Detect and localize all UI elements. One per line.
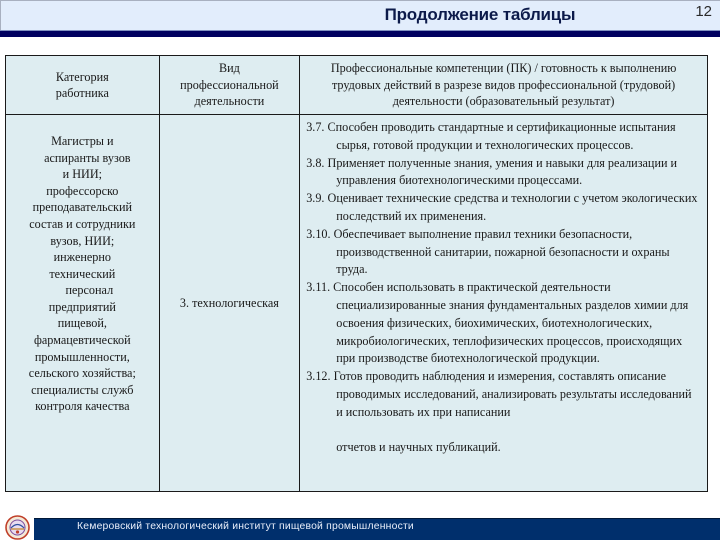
category-line: контроля качества: [35, 399, 130, 414]
competency-item: [306, 226, 701, 279]
category-line: пищевой,: [57, 316, 107, 331]
spacer: [306, 422, 701, 440]
competency-item: [306, 190, 701, 226]
institute-logo-icon: [4, 515, 31, 540]
competency-text: Готов проводить наблюдения и измерения, составлять описание проводимых исследований, анализировать результаты исследований и использовать их при написании: [333, 369, 692, 419]
footer-institution-name: Кемеровский технологический институт пищевой промышленности: [77, 521, 414, 532]
column-header-category: [6, 56, 160, 115]
competency-tail: отчетов и научных публикаций.: [336, 440, 501, 455]
competency-item: [306, 368, 701, 421]
category-line: фармацевтической: [34, 333, 131, 348]
category-line: сельского хозяйства;: [28, 366, 136, 381]
header-stripe: [0, 30, 720, 37]
header-line: работника: [55, 86, 109, 100]
category-line: преподавательский: [32, 200, 132, 215]
table-row: [6, 115, 708, 492]
category-line: специалисты служб: [31, 382, 134, 397]
category-line: персонал: [65, 283, 114, 298]
header-bar: [0, 0, 720, 30]
competency-number: 3.7.: [306, 120, 325, 134]
competency-item: [306, 279, 701, 368]
header-line: профессиональной: [180, 77, 279, 92]
competency-number: 3.8.: [306, 155, 325, 170]
competency-text: Способен проводить стандартные и сертификационные испытания сырья, готовой продукции и технологических процессов.: [327, 120, 676, 152]
competency-number: 3.9.: [306, 191, 325, 206]
category-line: технический: [49, 266, 116, 281]
competency-item: [306, 155, 701, 191]
category-cell: [6, 115, 160, 492]
competencies-cell: [300, 115, 708, 492]
header-line: Профессиональные компетенции (ПК) / готовность к выполнению: [330, 61, 677, 76]
header-line: трудовых действий в разрезе видов профессиональной (трудовой): [331, 77, 676, 92]
competency-number: 3.10.: [306, 226, 331, 241]
competency-text: Обеспечивает выполнение правил техники безопасности, производственной санитарии, пожарной безопасности и охраны труда.: [333, 226, 670, 277]
category-line: инженерно: [53, 250, 111, 265]
category-line: предприятий: [48, 299, 116, 314]
category-line: и НИИ;: [62, 167, 103, 182]
column-header-competencies: [300, 56, 708, 115]
competency-item: [306, 119, 701, 155]
column-header-activity: [159, 56, 300, 115]
header-line: Вид: [218, 61, 240, 76]
competency-text: Применяет полученные знания, умения и навыки для реализации и управления биотехнологическими процессами.: [327, 155, 678, 188]
competency-text: Способен использовать в практической деятельности специализированные знания фундаментальных разделов химии для освоения физических, биохимических, биотехнологических, микробиологических, теплофизических процессов, происходящих при производстве биотехнологической продукции.: [333, 280, 689, 366]
header-line: деятельности: [194, 94, 265, 109]
header-line: деятельности (образовательный результат): [392, 94, 615, 109]
category-line: вузов, НИИ;: [50, 233, 115, 248]
competency-number: 3.11.: [306, 280, 331, 295]
category-line: аспиранты вузов: [44, 150, 131, 165]
competency-number: 3.12.: [306, 369, 331, 384]
category-line: состав и сотрудники: [29, 216, 136, 231]
category-line: профессорско: [46, 183, 119, 198]
slide-title: Продолжение таблицы: [384, 5, 576, 24]
header-line: Категория: [55, 69, 109, 84]
category-line: промышленности,: [34, 349, 130, 364]
category-line: Магистры и: [51, 133, 114, 148]
table-header-row: [6, 56, 708, 115]
competency-text: Оценивает технические средства и технологии с учетом экологических последствий их применения.: [327, 191, 698, 223]
page-number: 12: [695, 3, 712, 20]
activity-cell: 3. технологическая: [159, 115, 300, 492]
competency-table: [5, 55, 708, 492]
